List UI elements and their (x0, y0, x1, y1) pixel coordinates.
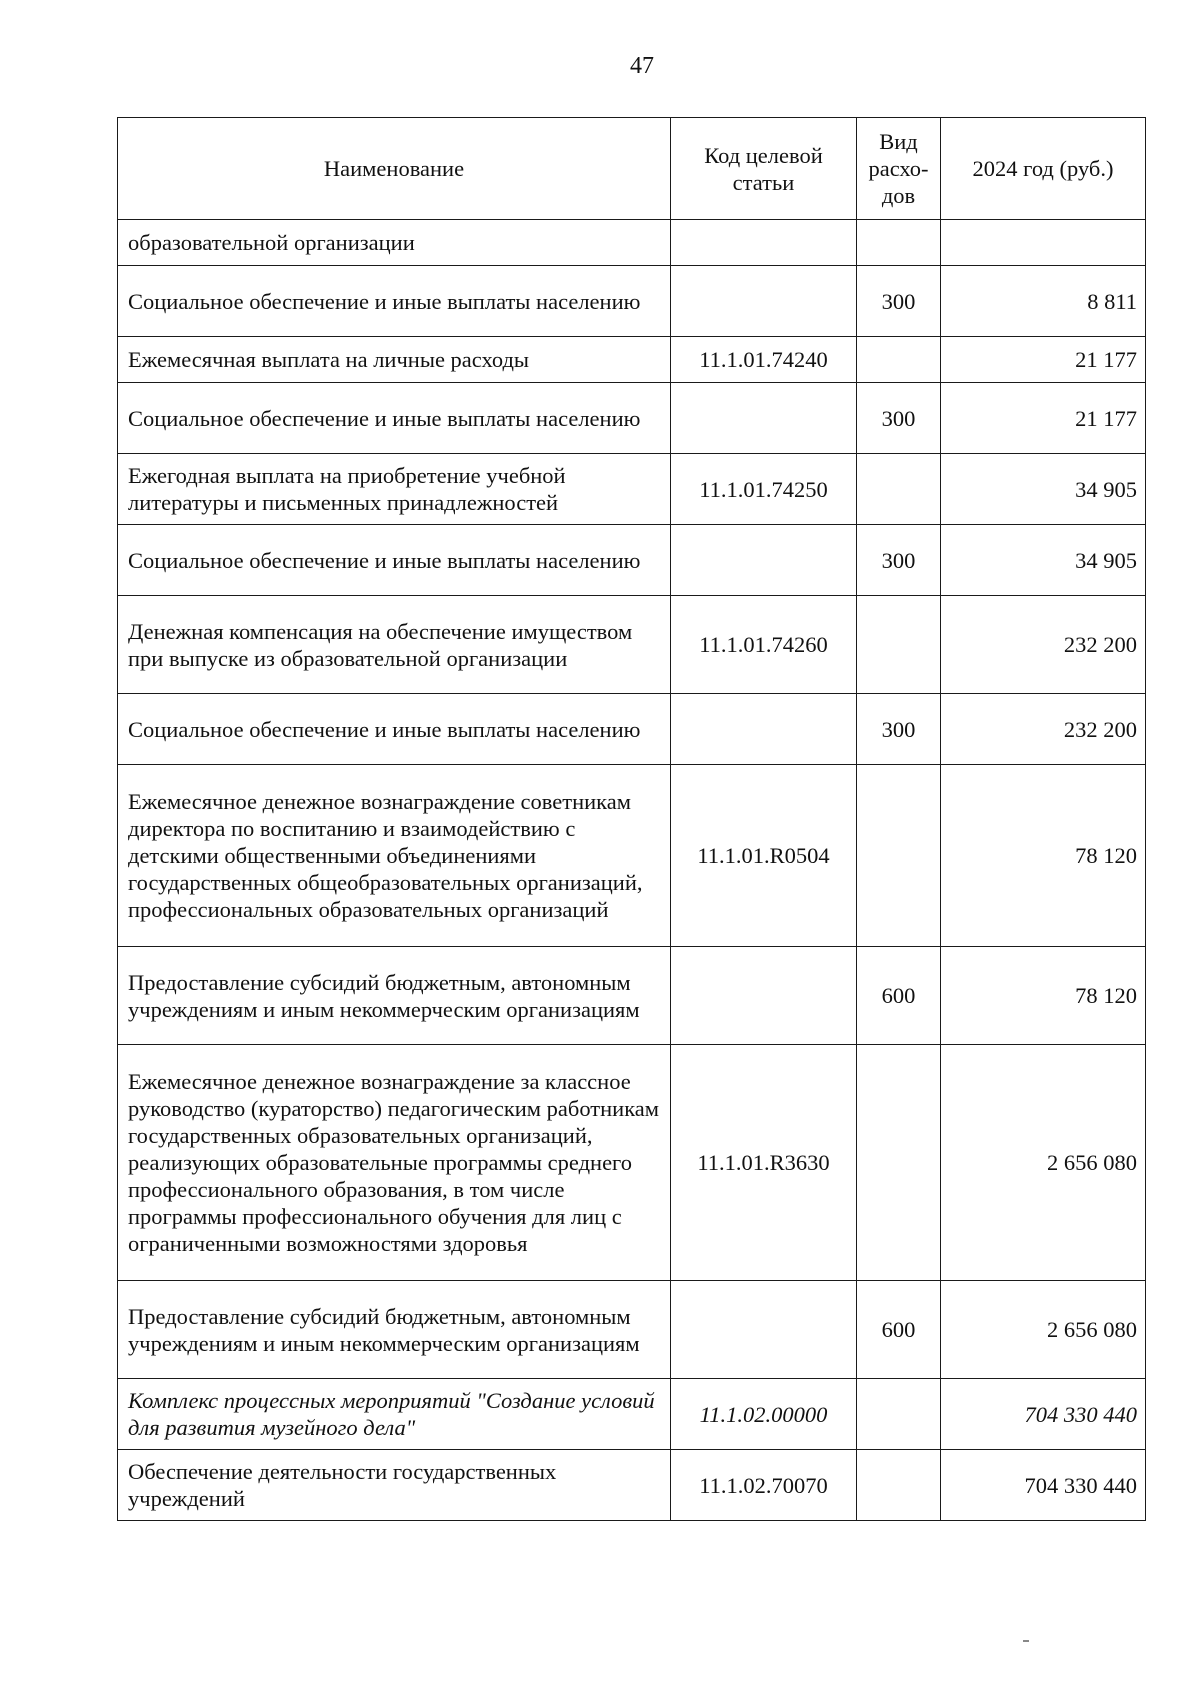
table-row (118, 266, 1146, 337)
cell-type: 600 (857, 1281, 941, 1379)
cell-type (857, 596, 941, 694)
cell-type (857, 1379, 941, 1450)
cell-amount: 34 905 (941, 454, 1146, 525)
table-row (118, 337, 1146, 383)
budget-table (117, 117, 1146, 1521)
cell-name: Комплекс процессных мероприятий "Создание условий для развития музейного дела" (118, 1379, 671, 1450)
cell-code (671, 1281, 857, 1379)
scan-artifact (1023, 1640, 1029, 1642)
cell-amount: 21 177 (941, 383, 1146, 454)
table-row (118, 220, 1146, 266)
cell-name: Ежемесячная выплата на личные расходы (118, 337, 671, 383)
cell-code: 11.1.02.70070 (671, 1450, 857, 1521)
cell-amount: 232 200 (941, 596, 1146, 694)
cell-code: 11.1.01.74250 (671, 454, 857, 525)
cell-type (857, 220, 941, 266)
table-row (118, 947, 1146, 1045)
cell-code: 11.1.02.00000 (671, 1379, 857, 1450)
table-row (118, 383, 1146, 454)
header-type: Вид расхо- дов (857, 118, 941, 220)
cell-name: Денежная компенсация на обеспечение имуществом при выпуске из образовательной организации (118, 596, 671, 694)
cell-code: 11.1.01.R3630 (671, 1045, 857, 1281)
cell-code: 11.1.01.74240 (671, 337, 857, 383)
cell-amount: 704 330 440 (941, 1379, 1146, 1450)
table-row (118, 454, 1146, 525)
cell-name: Социальное обеспечение и иные выплаты населению (118, 525, 671, 596)
cell-type (857, 765, 941, 947)
cell-type (857, 454, 941, 525)
cell-code (671, 383, 857, 454)
cell-name: образовательной организации (118, 220, 671, 266)
page-number: 47 (630, 53, 654, 79)
cell-type: 300 (857, 525, 941, 596)
cell-amount: 21 177 (941, 337, 1146, 383)
cell-amount: 2 656 080 (941, 1045, 1146, 1281)
cell-code: 11.1.01.74260 (671, 596, 857, 694)
cell-amount: 34 905 (941, 525, 1146, 596)
cell-type: 300 (857, 383, 941, 454)
table-body (118, 220, 1146, 1521)
cell-amount: 78 120 (941, 765, 1146, 947)
header-name: Наименование (118, 118, 671, 220)
cell-code: 11.1.01.R0504 (671, 765, 857, 947)
cell-code (671, 266, 857, 337)
table-row (118, 694, 1146, 765)
cell-amount: 8 811 (941, 266, 1146, 337)
table-header-row (118, 118, 1146, 220)
cell-type (857, 1450, 941, 1521)
table-row (118, 765, 1146, 947)
cell-type: 300 (857, 266, 941, 337)
header-amount: 2024 год (руб.) (941, 118, 1146, 220)
table-row (118, 1281, 1146, 1379)
cell-type (857, 1045, 941, 1281)
table-row (118, 1379, 1146, 1450)
cell-type: 600 (857, 947, 941, 1045)
cell-name: Ежегодная выплата на приобретение учебной литературы и письменных принадлежностей (118, 454, 671, 525)
table-row (118, 1045, 1146, 1281)
cell-code (671, 947, 857, 1045)
cell-name: Обеспечение деятельности государственных учреждений (118, 1450, 671, 1521)
cell-amount: 78 120 (941, 947, 1146, 1045)
cell-name: Ежемесячное денежное вознаграждение за классное руководство (кураторство) педагогическим работникам государственных образовательных организаций, реализующих образовательные программы среднего профессионального образования, в том числе программы профессионального обучения для лиц с ограниченными возможностями здоровья (118, 1045, 671, 1281)
table-row (118, 596, 1146, 694)
cell-name: Предоставление субсидий бюджетным, автономным учреждениям и иным некоммерческим организациям (118, 1281, 671, 1379)
cell-amount: 704 330 440 (941, 1450, 1146, 1521)
cell-type: 300 (857, 694, 941, 765)
cell-code (671, 694, 857, 765)
table-row (118, 525, 1146, 596)
cell-amount: 232 200 (941, 694, 1146, 765)
cell-code (671, 220, 857, 266)
cell-name: Социальное обеспечение и иные выплаты населению (118, 266, 671, 337)
cell-name: Ежемесячное денежное вознаграждение советникам директора по воспитанию и взаимодействию с детскими общественными объединениями государственных общеобразовательных организаций, профессиональных образовательных организаций (118, 765, 671, 947)
table-row (118, 1450, 1146, 1521)
cell-code (671, 525, 857, 596)
cell-name: Социальное обеспечение и иные выплаты населению (118, 383, 671, 454)
header-code: Код целевой статьи (671, 118, 857, 220)
cell-name: Предоставление субсидий бюджетным, автономным учреждениям и иным некоммерческим организациям (118, 947, 671, 1045)
cell-name: Социальное обеспечение и иные выплаты населению (118, 694, 671, 765)
cell-type (857, 337, 941, 383)
cell-amount: 2 656 080 (941, 1281, 1146, 1379)
cell-amount (941, 220, 1146, 266)
